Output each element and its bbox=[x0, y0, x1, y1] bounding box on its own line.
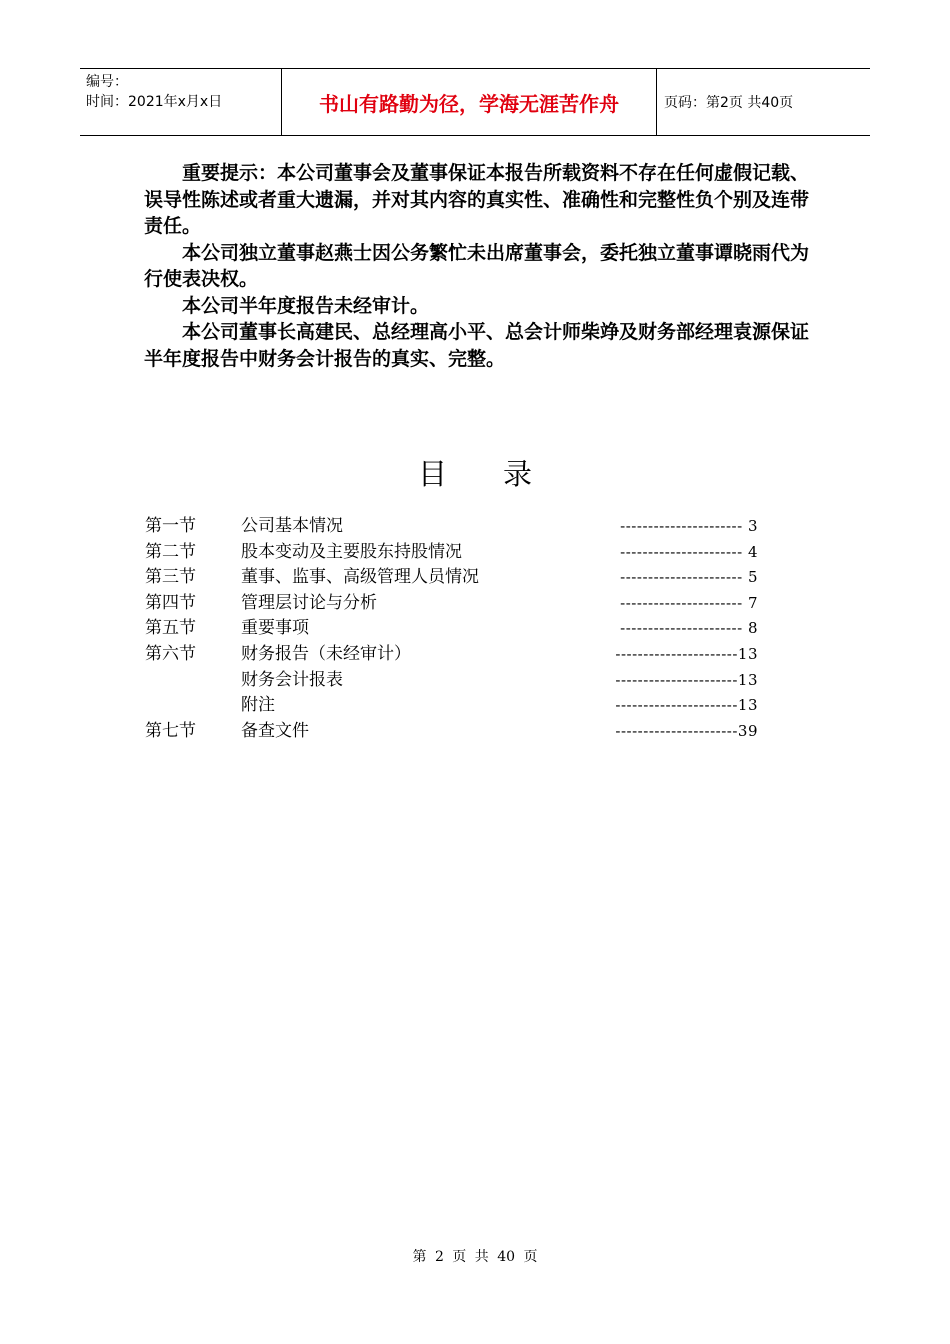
toc-page-leader: ---------------------- 4 bbox=[620, 542, 758, 561]
notice-paragraph-proxy-vote: 本公司独立董事赵燕士因公务繁忙未出席董事会，委托独立董事谭晓雨代为行使表决权。 bbox=[144, 241, 810, 290]
toc-section-number: 第五节 bbox=[145, 618, 196, 639]
page-footer: 第 2 页 共 40 页 bbox=[412, 1249, 538, 1265]
toc-title: 目录 bbox=[417, 457, 588, 491]
toc-entry[interactable] bbox=[145, 693, 765, 719]
toc-section-number: 第二节 bbox=[145, 541, 196, 562]
toc-section-number: 第四节 bbox=[145, 592, 196, 613]
toc-page-leader: ----------------------39 bbox=[615, 721, 758, 740]
toc-page-leader: ---------------------- 7 bbox=[620, 593, 758, 612]
toc-page-leader: ----------------------13 bbox=[615, 644, 758, 663]
toc-section-name: 重要事项 bbox=[241, 618, 309, 639]
toc-section-name: 管理层讨论与分析 bbox=[241, 592, 377, 613]
notice-paragraph-disclaimer: 重要提示：本公司董事会及董事保证本报告所载资料不存在任何虚假记载、误导性陈述或者重大遗漏，并对其内容的真实性、准确性和完整性负个别及连带责任。 bbox=[144, 162, 810, 237]
toc-section-number: 第七节 bbox=[145, 720, 196, 741]
toc-page-leader: ----------------------13 bbox=[615, 696, 758, 715]
document-number-label: 编号： bbox=[86, 74, 128, 90]
toc-entry[interactable] bbox=[145, 616, 765, 642]
document-time-label: 时间：2021年x月x日 bbox=[86, 94, 223, 110]
header-divider-right bbox=[656, 69, 657, 135]
toc-entry[interactable] bbox=[145, 565, 765, 591]
header-page-number: 页码：第2页 共40页 bbox=[664, 95, 794, 111]
toc-entry[interactable] bbox=[145, 668, 765, 694]
toc-section-number: 第一节 bbox=[145, 516, 196, 536]
toc-page-leader: ---------------------- 8 bbox=[620, 619, 758, 638]
important-notice bbox=[144, 160, 812, 372]
notice-paragraph-guarantee: 本公司董事长高建民、总经理高小平、总会计师柴竫及财务部经理袁源保证半年度报告中财务会计报告的真实、完整。 bbox=[144, 321, 810, 370]
notice-paragraph-unaudited: 本公司半年度报告未经审计。 bbox=[182, 294, 430, 317]
toc-entry[interactable] bbox=[145, 514, 765, 540]
table-of-contents bbox=[145, 514, 765, 744]
toc-page-leader: ---------------------- 3 bbox=[620, 517, 758, 535]
toc-entry[interactable] bbox=[145, 642, 765, 668]
toc-section-name: 董事、监事、高级管理人员情况 bbox=[241, 567, 479, 588]
page-header bbox=[80, 68, 870, 136]
toc-section-name: 财务会计报表 bbox=[241, 669, 343, 690]
toc-section-name: 备查文件 bbox=[241, 720, 309, 741]
toc-section-name: 股本变动及主要股东持股情况 bbox=[241, 541, 462, 562]
toc-entry[interactable] bbox=[145, 591, 765, 617]
toc-section-name: 附注 bbox=[241, 695, 275, 716]
toc-section-name: 公司基本情况 bbox=[241, 516, 343, 536]
toc-section-number: 第三节 bbox=[145, 567, 196, 588]
toc-page-leader: ---------------------- 5 bbox=[620, 568, 758, 587]
header-motto: 书山有路勤为径，学海无涯苦作舟 bbox=[319, 91, 619, 116]
toc-section-name: 财务报告（未经审计） bbox=[241, 643, 411, 664]
toc-page-leader: ----------------------13 bbox=[615, 670, 758, 689]
header-meta bbox=[86, 72, 222, 112]
toc-entry[interactable] bbox=[145, 719, 765, 745]
toc-entry[interactable] bbox=[145, 540, 765, 566]
toc-section-number: 第六节 bbox=[145, 643, 196, 664]
